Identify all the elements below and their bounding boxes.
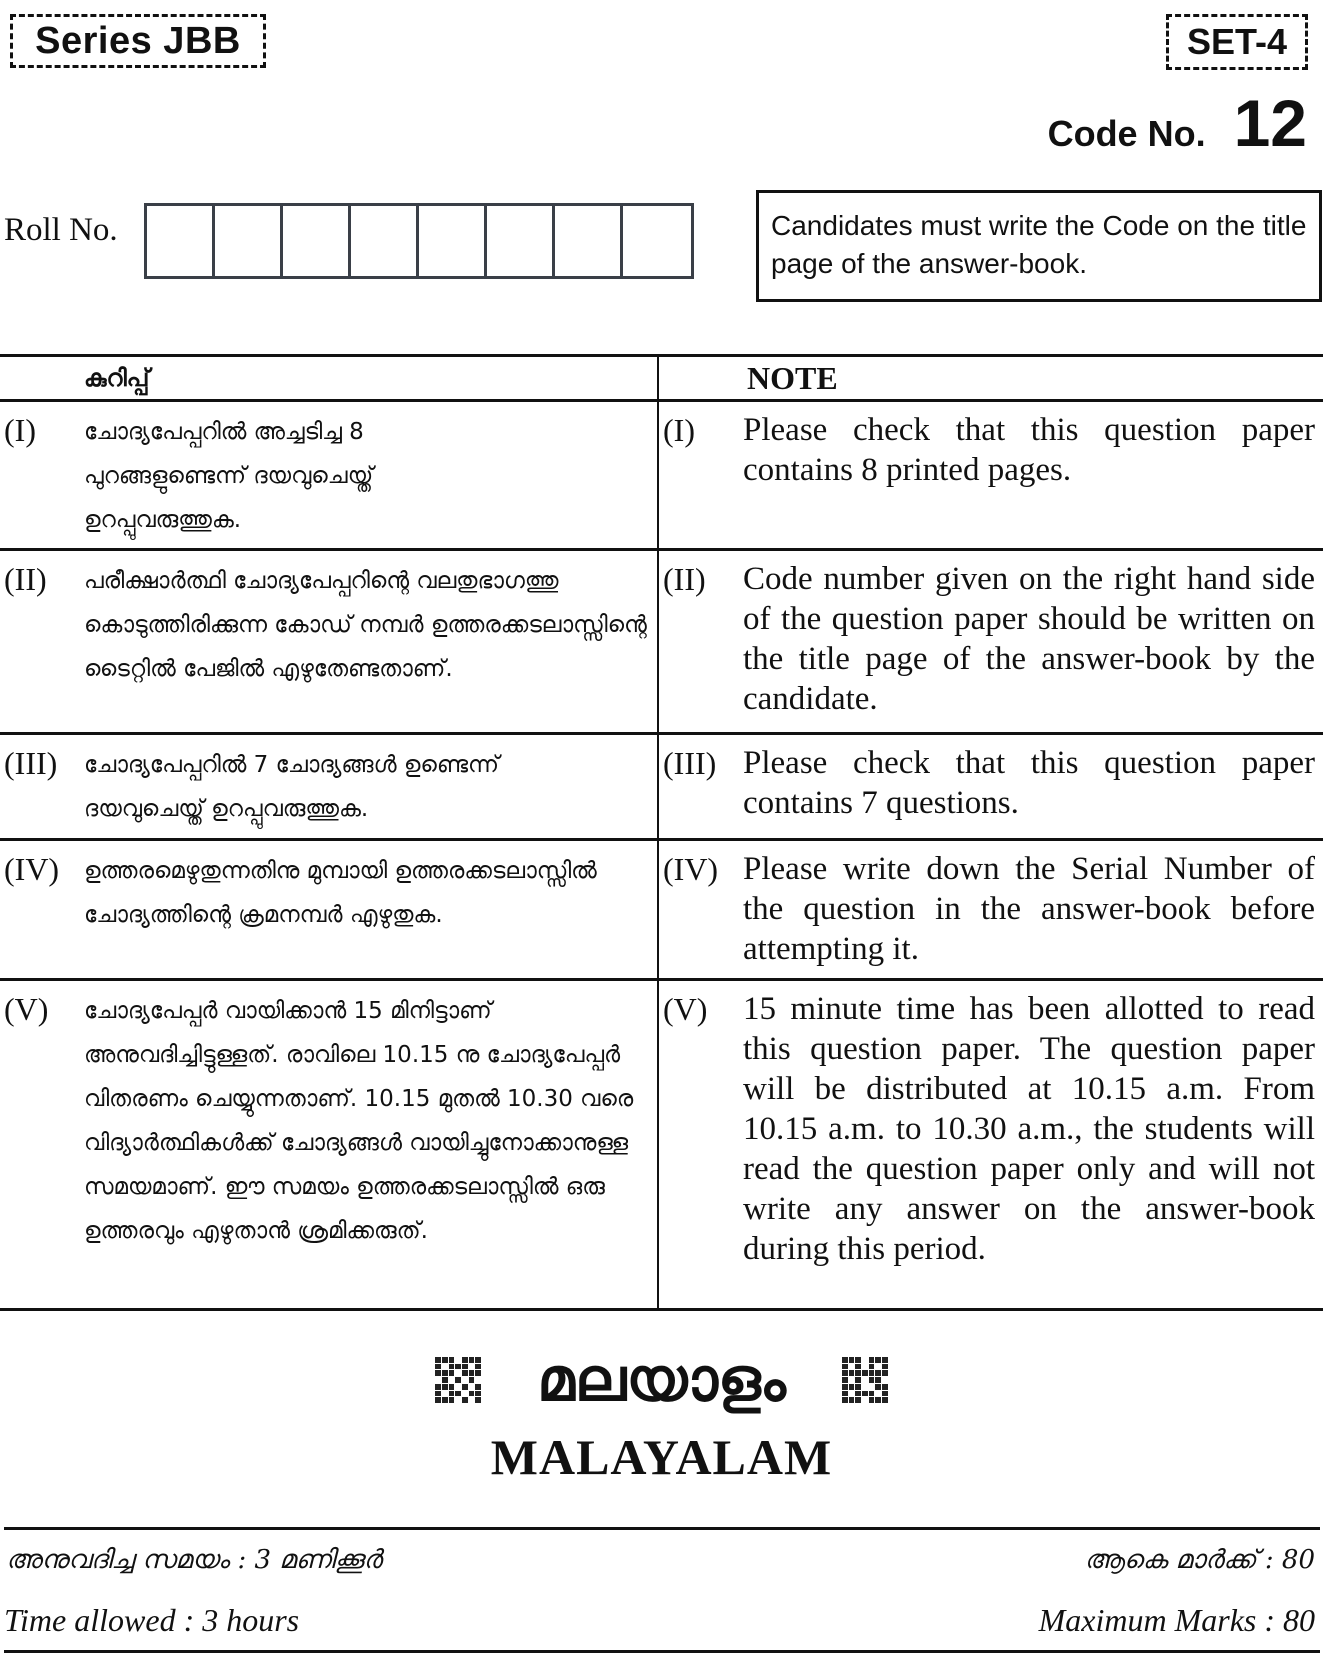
code-number [1047,86,1307,160]
code-value: 12 [1233,86,1307,160]
subject-title-malayalam: മലയാളം [537,1345,786,1415]
instruction-number: (III) [4,745,58,781]
instruction-number: (I) [663,412,695,448]
roll-digit-box[interactable] [555,206,623,276]
instruction-row [0,840,1323,980]
roll-number-label: Roll No. [4,212,118,248]
instruction-text-malayalam: ചോദ്യപേപ്പറിൽ അച്ചടിച്ച 8 പുറങ്ങളുണ്ടെന്ന് ദയവുചെയ്ത് ഉറപ്പുവരുത്തുക. [84,419,374,533]
subject-title [0,1345,1323,1415]
note-heading-malayalam: കുറിപ്പ് [84,364,150,392]
qr-code-icon [842,1357,888,1403]
instruction-text-english: Please check that this question paper contains 8 printed pages. [743,412,1315,488]
instruction-number: (V) [4,991,49,1027]
instruction-text-english: Code number given on the right hand side of the question paper should be written on the title page of the answer-book by the candidate. [743,561,1315,717]
instructions-table [0,354,1323,1311]
series-text: Series JBB [35,19,241,62]
instruction-text-english: 15 minute time has been allotted to read this question paper. The question paper will be distributed at 10.15 a.m. From 10.15 a.m. to 10.30 a.m., the students will read the question paper only and will not write any answer on the answer-book during this period. [743,991,1315,1267]
series-label [10,14,266,68]
roll-digit-box[interactable] [419,206,487,276]
instruction-number: (IV) [4,851,60,887]
set-label [1166,14,1308,70]
roll-digit-box[interactable] [351,206,419,276]
note-heading-english: NOTE [747,360,838,396]
instruction-text-english: Please check that this question paper contains 7 questions. [743,745,1315,821]
instruction-number: (I) [4,412,36,448]
footer-bottom-rule [4,1650,1320,1653]
maximum-marks-english: Maximum Marks : 80 [1038,1602,1315,1638]
footer-top-rule [4,1527,1320,1530]
time-allowed-english: Time allowed : 3 hours [4,1602,300,1638]
instruction-number: (II) [663,561,706,597]
roll-digit-box[interactable] [487,206,555,276]
qr-code-icon [435,1357,481,1403]
instruction-row [0,401,1323,550]
roll-digit-box[interactable] [215,206,283,276]
candidate-instruction-text: Candidates must write the Code on the title page of the answer-book. [771,210,1307,279]
instruction-number: (III) [663,745,717,781]
roll-digit-box[interactable] [283,206,351,276]
instruction-number: (II) [4,561,47,597]
instruction-row [0,550,1323,734]
instruction-text-malayalam: പരീക്ഷാർത്ഥി ചോദ്യപേപ്പറിന്റെ വലതുഭാഗത്തു കൊടുത്തിരിക്കുന്ന കോഡ് നമ്പർ ഉത്തരക്കടലാസ്സിന്റെ ടൈറ്റിൽ പേജിൽ എഴുതേണ്ടതാണ്. [84,568,647,682]
roll-number-boxes[interactable] [144,203,694,279]
candidate-instruction-box [756,190,1322,302]
instruction-text-malayalam: ചോദ്യപേപ്പർ വായിക്കാൻ 15 മിനിട്ടാണ് അനുവദിച്ചിട്ടുള്ളത്. രാവിലെ 10.15 നു ചോദ്യപേപ്പർ വിതരണം ചെയ്യുന്നതാണ്. 10.15 മുതൽ 10.30 വരെ വിദ്യാർത്ഥികൾക്ക് ചോദ്യങ്ങൾ വായിച്ചുനോക്കാനുള്ള സമയമാണ്. ഈ സമയം ഉത്തരക്കടലാസ്സിൽ ഒരു ഉത്തരവും എഴുതാൻ ശ്രമിക്കരുത്. [84,998,634,1244]
time-allowed-malayalam: അനുവദിച്ച സമയം : 3 മണിക്കൂർ [6,1545,382,1575]
instructions-header-row [0,356,1323,401]
instruction-row [0,980,1323,1310]
set-text: SET-4 [1186,21,1288,62]
subject-title-english: MALAYALAM [490,1429,833,1485]
maximum-marks-malayalam: ആകെ മാർക്ക് : 80 [1084,1545,1315,1575]
roll-digit-box[interactable] [623,206,691,276]
instruction-number: (IV) [663,851,719,887]
instruction-text-malayalam: ഉത്തരമെഴുതുന്നതിനു മുമ്പായി ഉത്തരക്കടലാസ്സിൽ ചോദ്യത്തിന്റെ ക്രമനമ്പർ എഴുതുക. [84,858,597,928]
roll-digit-box[interactable] [147,206,215,276]
instruction-row [0,734,1323,840]
instruction-text-english: Please write down the Serial Number of the question in the answer-book before attempting it. [743,851,1315,967]
instruction-number: (V) [663,991,708,1027]
instruction-text-malayalam: ചോദ്യപേപ്പറിൽ 7 ചോദ്യങ്ങൾ ഉണ്ടെന്ന് ദയവുചെയ്ത് ഉറപ്പുവരുത്തുക. [84,752,500,822]
code-label: Code No. [1047,113,1206,154]
